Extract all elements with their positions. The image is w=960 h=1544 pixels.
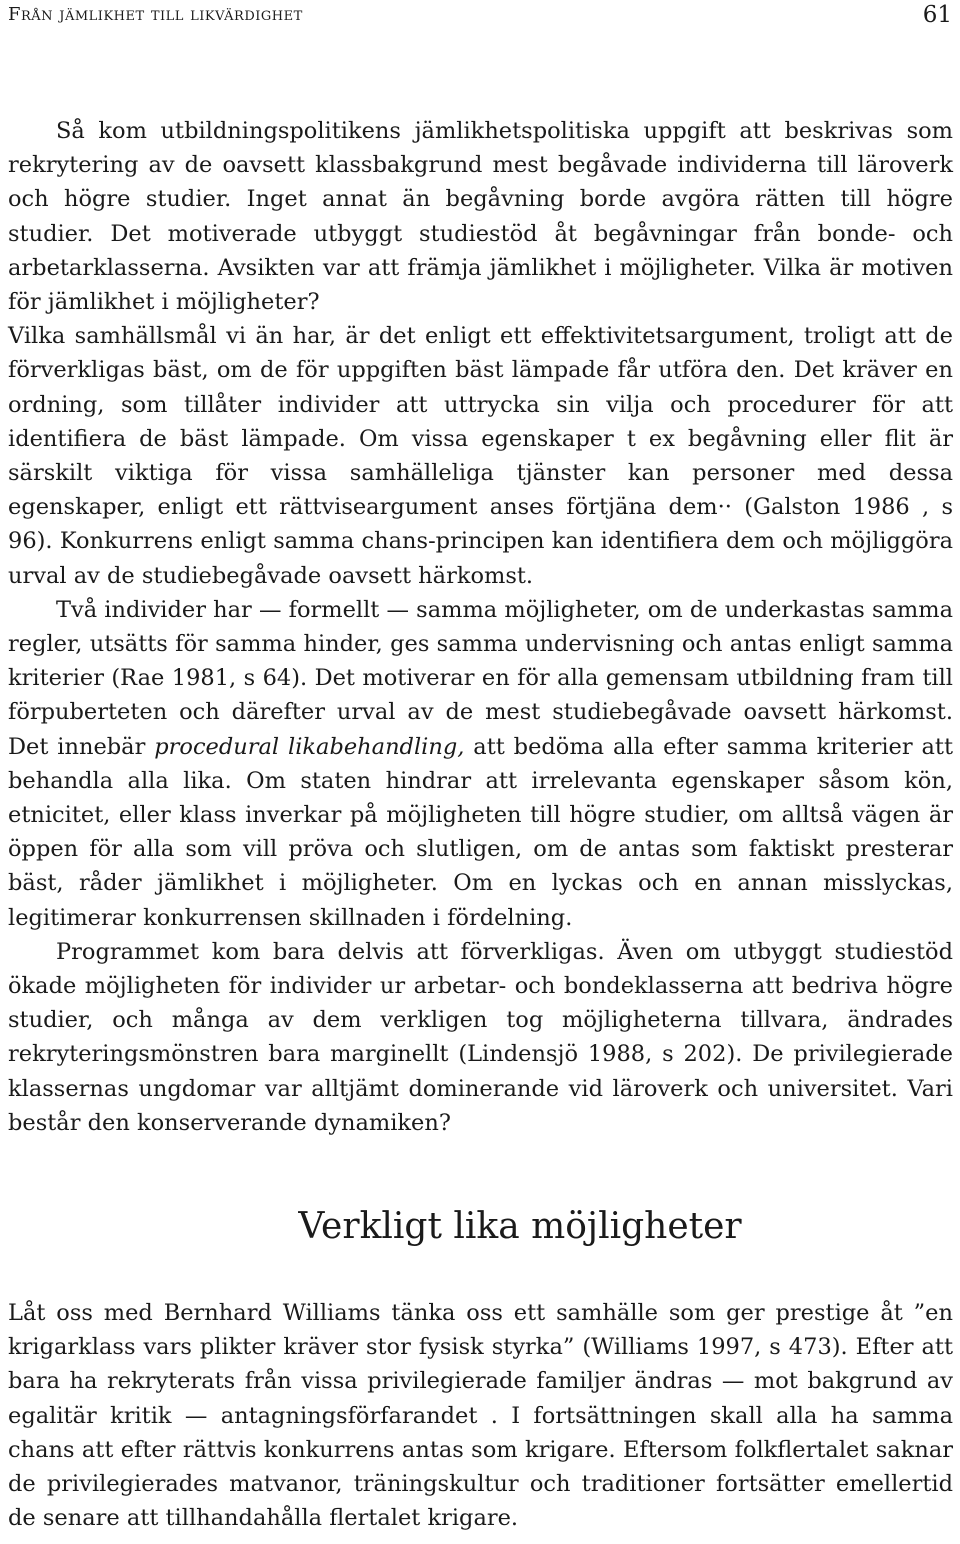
section-body [8, 1296, 953, 1535]
section-paragraph: Låt oss med Bernhard Williams tänka oss ett samhälle som ger prestige åt ”en krigarklass vars plikter kräver stor fysisk styrka” (Williams 1997, s 473). Efter att bara ha rekryterats från vissa privilegierade familjer ändras — mot bakgrund av egalitär kritik — antagningsförfarandet . I fortsättningen skall alla ha samma chans att efter rättvis konkurrens antas som krigare. Eftersom folkflertalet saknar de privilegierades matvanor, träningskultur och traditioner fortsätter emellertid de senare att tillhandahålla flertalet krigare. [8, 1300, 953, 1532]
emphasis-term: procedural likabehandling, [154, 733, 465, 760]
page-header [8, 4, 952, 32]
paragraph-3-start: Två individer har — formellt — samma möjligheter, om de underkastas samma regler, utsätts för samma hinder, ges samma undervisning och antas enligt samma kriterier (Rae 1981, s 64). Det motiverar en för alla gemensam utbildning fram till förpuberteten och därefter urval av de mest studiebegåvade oavsett härkomst. Det innebär [8, 596, 953, 760]
running-title: Från jämlikhet till likvärdighet [8, 4, 303, 25]
paragraph-3 [8, 593, 953, 935]
page-number: 61 [922, 2, 952, 28]
paragraph-2: Vilka samhällsmål vi än har, är det enligt ett effektivitetsargument, troligt att de förverkligas bäst, om de för uppgiften bäst lämpade får utföra den. Det kräver en ordning, som tillåter individer att uttrycka sin vilja och procedurer för att identifiera de bäst lämpade. Om vissa egenskaper t ex begåvning eller flit är särskilt viktiga för vissa samhälleliga tjänster kan personer med dessa egenskaper, enligt ett rättviseargument anses förtjäna dem·· (Galston 1986 , s 96). Konkurrens enligt samma chans-principen kan identifiera dem och möjliggöra urval av de studiebegåvade oavsett härkomst. [8, 323, 953, 589]
paragraph-1: Så kom utbildningspolitikens jämlikhetspolitiska uppgift att beskrivas som rekrytering av de oavsett klassbakgrund mest begåvade individerna till läroverk och högre studier. Inget annat än begåvning borde avgöra rätten till högre studier. Det motiverade utbyggt studiestöd åt begåvningar från bonde- och arbetarklasserna. Avsikten var att främja jämlikhet i möjligheter. Vilka är motiven för jämlikhet i möjligheter? [8, 118, 953, 316]
body-text [8, 114, 953, 1140]
section-heading: Verkligt lika möjligheter [298, 1206, 742, 1247]
paragraph-3-end: att bedöma alla efter samma kriterier att behandla alla lika. Om staten hindrar att irrelevanta egenskaper såsom kön, etnicitet, eller klass inverkar på möjligheten till högre studier, om alltså vägen är öppen för alla som vill pröva och slutligen, om de antas som faktiskt presterar bäst, råder jämlikhet i möjligheter. Om en lyckas och en annan misslyckas, legitimerar konkurrensen skillnaden i fördelning. [8, 733, 953, 931]
paragraph-4: Programmet kom bara delvis att förverkligas. Även om utbyggt studiestöd ökade möjligheten för individer ur arbetar- och bondeklasserna att bedriva högre studier, och många av dem verkligen tog möjligheterna tillvara, ändrades rekryteringsmönstren bara marginellt (Lindensjö 1988, s 202). De privilegierade klassernas ungdomar var alltjämt dominerande vid läroverk och universitet. Vari består den konserverande dynamiken? [8, 938, 953, 1136]
